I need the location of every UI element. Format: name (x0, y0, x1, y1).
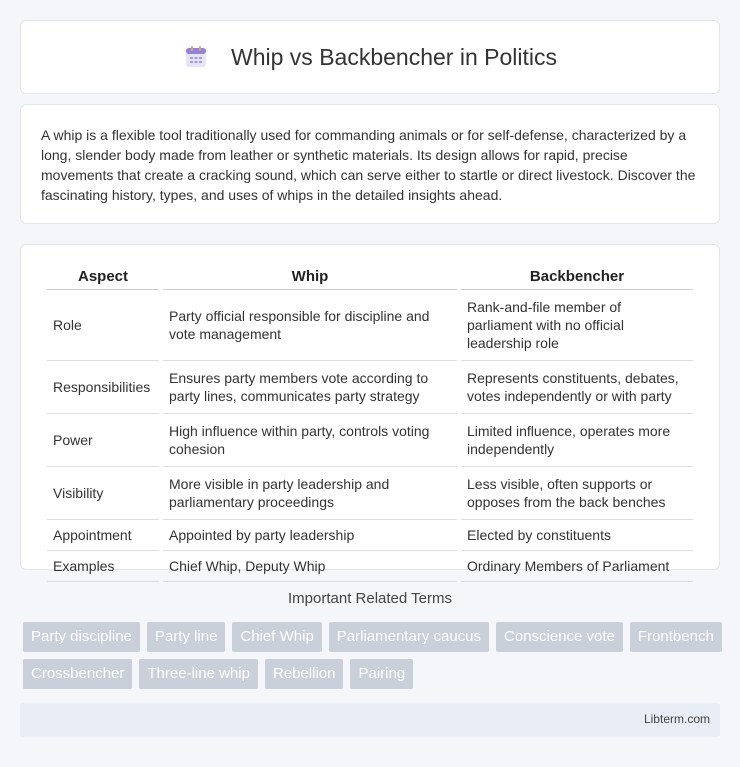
tag-conscience-vote[interactable]: Conscience vote (496, 622, 623, 652)
tag-frontbench[interactable]: Frontbench (630, 622, 722, 652)
table-cell: Less visible, often supports or opposes from the back benches (461, 467, 693, 520)
comparison-table (43, 265, 697, 582)
table-cell: Examples (47, 551, 159, 582)
table-row (47, 520, 693, 551)
tag-rebellion[interactable]: Rebellion (265, 659, 344, 689)
table-cell: Chief Whip, Deputy Whip (163, 551, 457, 582)
table-row (47, 467, 693, 520)
related-terms-list (23, 622, 723, 689)
table-cell: Visibility (47, 467, 159, 520)
table-cell: Appointment (47, 520, 159, 551)
table-row (47, 551, 693, 582)
header-whip: Whip (163, 265, 457, 290)
tag-crossbencher[interactable]: Crossbencher (23, 659, 132, 689)
intro-text: A whip is a flexible tool traditionally used for commanding animals or for self-defense, characterized by a long, slender body made from leather or synthetic materials. Its design allows for rapid, precise movements that create a cracking sound, which can serve either to startle or direct livestock. Discover the fascinating history, types, and uses of whips in the detailed insights ahead. (41, 127, 696, 203)
table-cell: More visible in party leadership and parliamentary proceedings (163, 467, 457, 520)
header-backbencher: Backbencher (461, 265, 693, 290)
tag-parliamentary-caucus[interactable]: Parliamentary caucus (329, 622, 489, 652)
table-cell: Rank-and-file member of parliament with no official leadership role (461, 290, 693, 361)
table-cell: Power (47, 414, 159, 467)
table-cell: High influence within party, controls voting cohesion (163, 414, 457, 467)
footer (20, 703, 720, 737)
footer-site-link[interactable]: Libterm.com (643, 712, 710, 726)
title-card (20, 20, 720, 94)
table-cell: Appointed by party leadership (163, 520, 457, 551)
table-cell: Responsibilities (47, 361, 159, 414)
table-row (47, 290, 693, 361)
tag-chief-whip[interactable]: Chief Whip (232, 622, 321, 652)
table-row (47, 414, 693, 467)
table-cell: Represents constituents, debates, votes independently or with party (461, 361, 693, 414)
table-cell: Elected by constituents (461, 520, 693, 551)
tag-pairing[interactable]: Pairing (350, 659, 413, 689)
table-cell: Limited influence, operates more independently (461, 414, 693, 467)
table-cell: Ensures party members vote according to party lines, communicates party strategy (163, 361, 457, 414)
tag-three-line-whip[interactable]: Three-line whip (139, 659, 258, 689)
related-terms-title: Important Related Terms (288, 590, 452, 607)
calendar-icon (183, 44, 209, 70)
table-header-row (47, 265, 693, 290)
page-title: Whip vs Backbencher in Politics (231, 43, 557, 70)
tag-party-discipline[interactable]: Party discipline (23, 622, 140, 652)
comparison-card (20, 244, 720, 574)
intro-card (20, 104, 720, 224)
table-cell: Role (47, 290, 159, 361)
table-cell: Ordinary Members of Parliament (461, 551, 693, 582)
header-aspect: Aspect (47, 265, 159, 290)
tag-party-line[interactable]: Party line (147, 622, 226, 652)
table-cell: Party official responsible for discipline and vote management (163, 290, 457, 361)
table-row (47, 361, 693, 414)
